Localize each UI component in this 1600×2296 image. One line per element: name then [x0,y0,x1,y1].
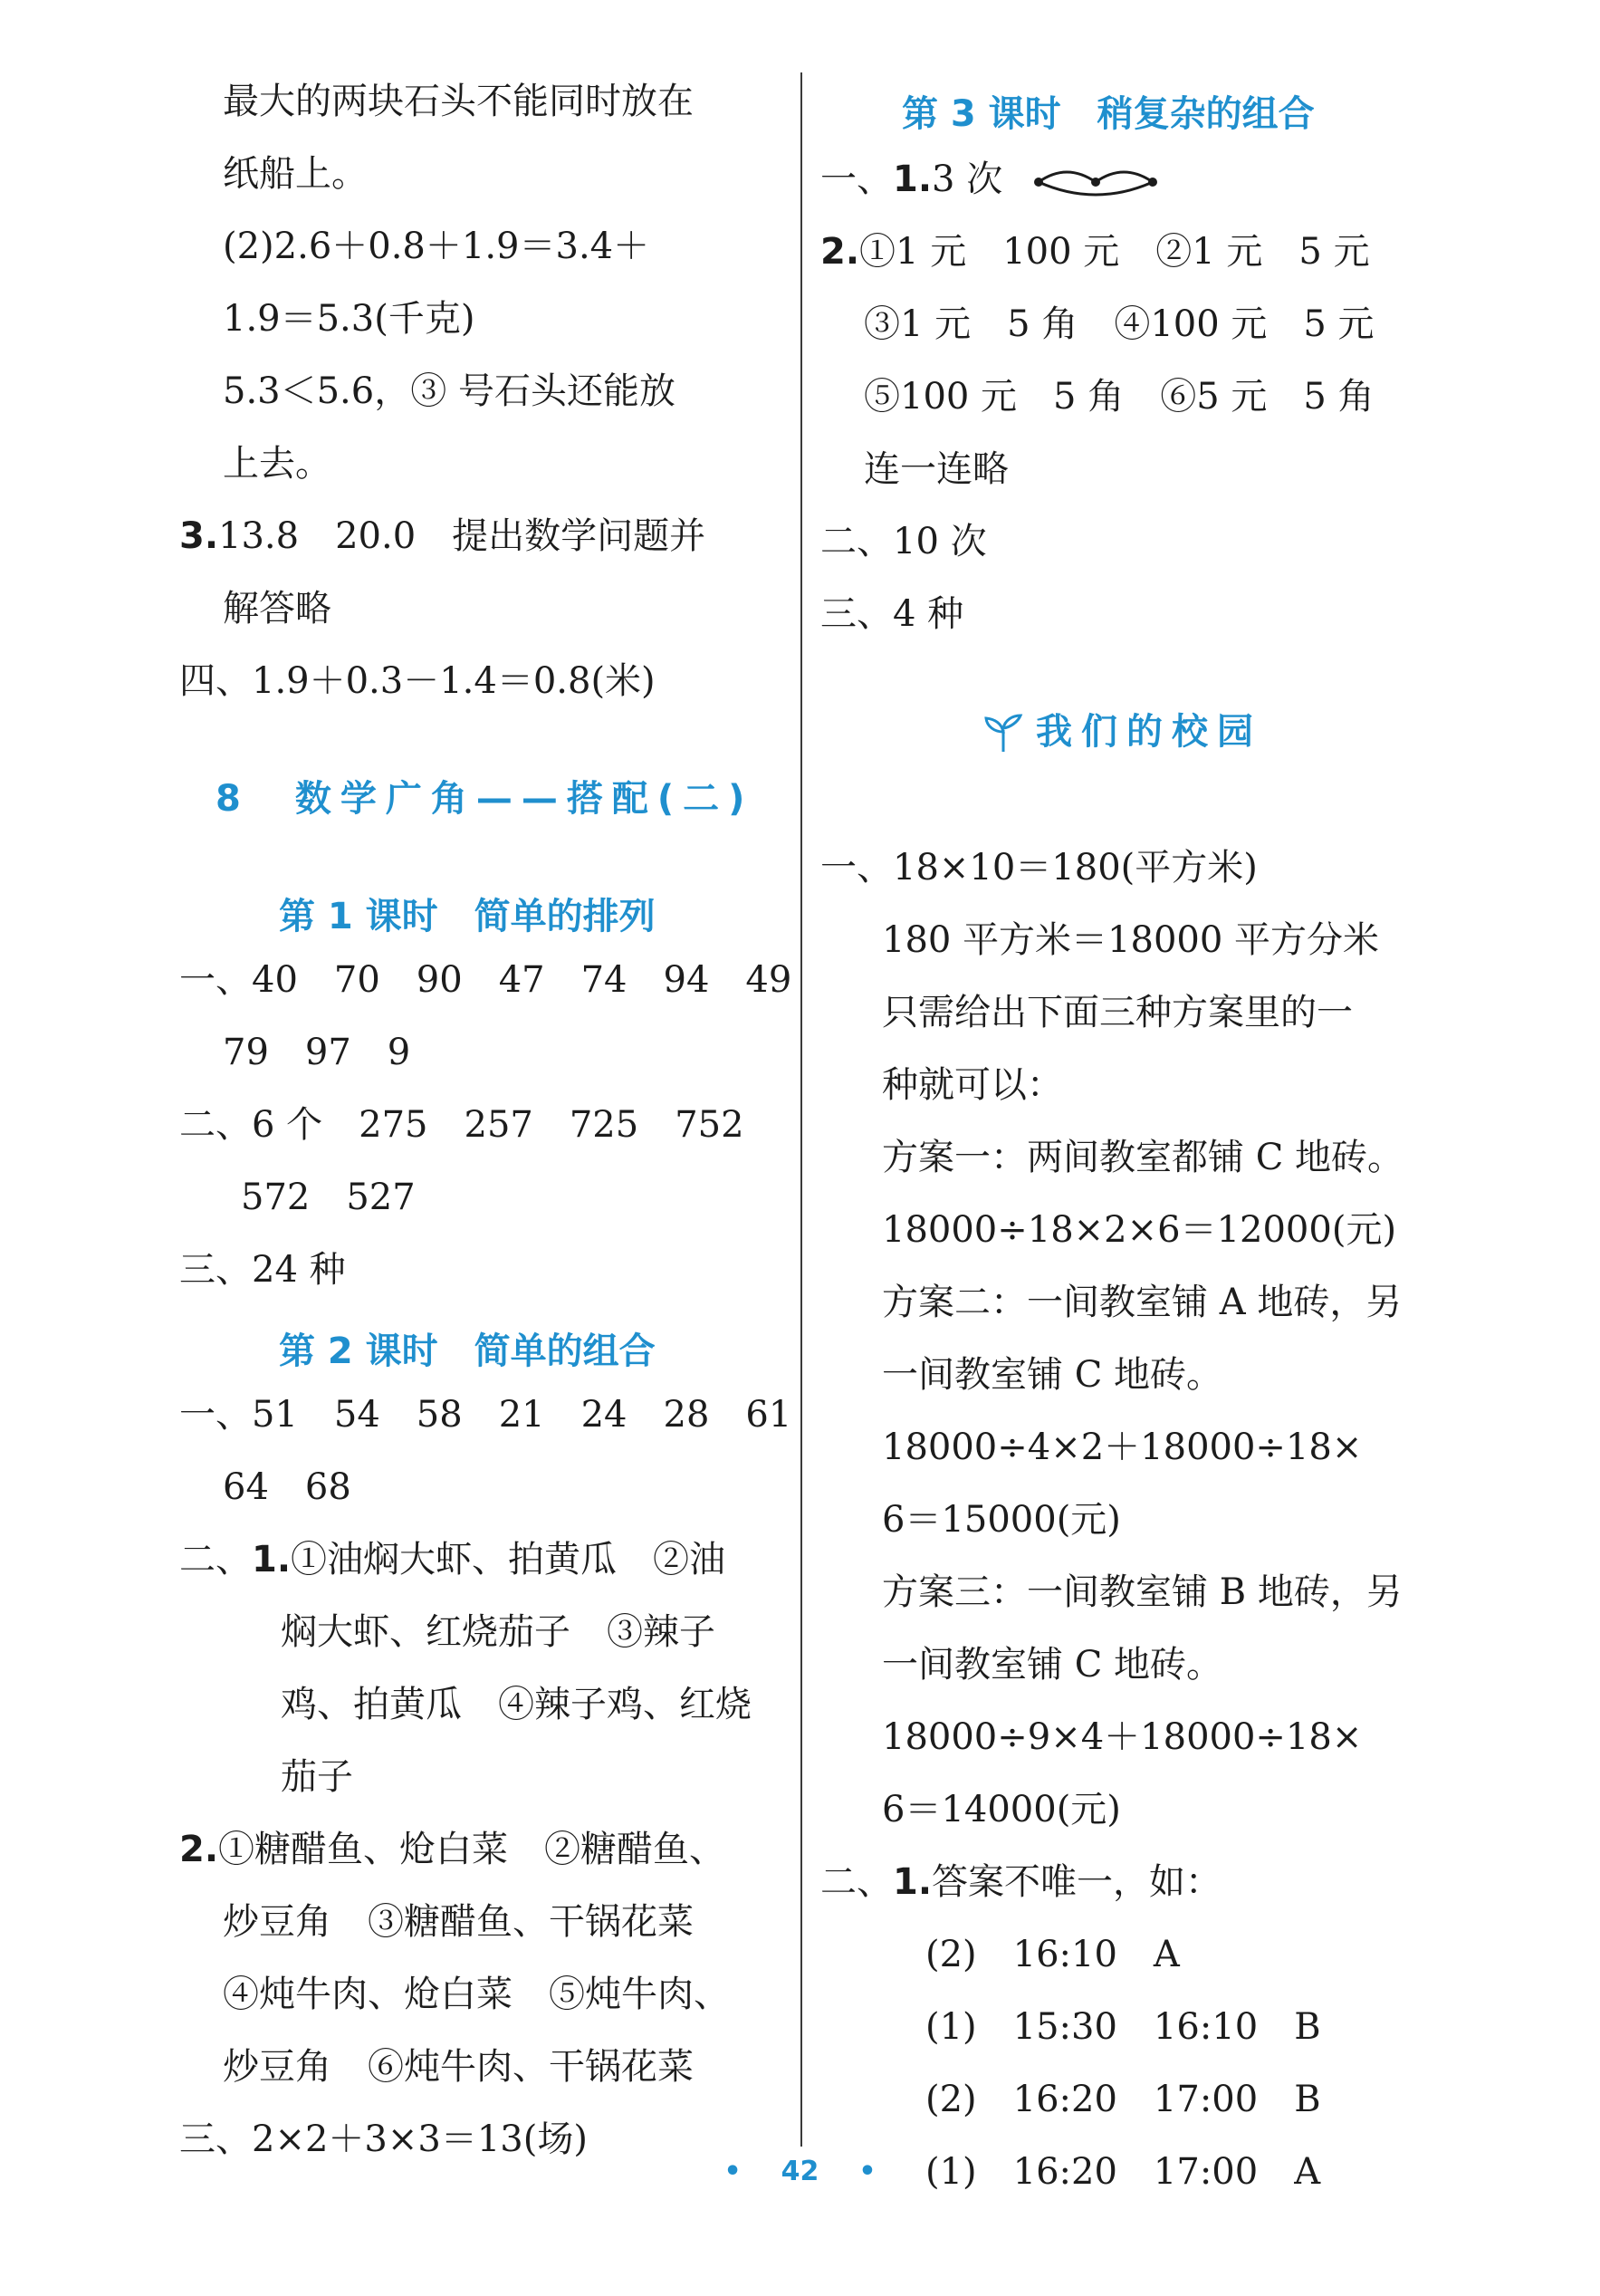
answer-line: 纸船上。 [223,153,368,195]
lesson-title: 第 1 课时 简单的排列 [279,896,656,937]
section-marker: 二、 [179,1539,252,1580]
answer-line: (2)2.6＋0.8＋1.9＝3.4＋ [223,226,650,267]
lesson-title: 第 2 课时 简单的组合 [279,1331,656,1372]
answer-line [179,500,705,572]
answer-line: 鸡、拍黄瓜 ④辣子鸡、红烧 [281,1684,752,1725]
answer-line: 180 平方米＝18000 平方分米 [882,919,1380,961]
question-number: 2. [820,231,860,273]
answer-line: 5.3＜5.6，③ 号石头还能放 [223,370,675,412]
answer-line: 解答略 [223,588,331,629]
question-number: 3. [179,515,219,557]
answer-line: 79 97 9 [223,1032,411,1073]
connection-diagram-icon [1028,164,1164,200]
answer-text: ①1 元 100 元 ②1 元 5 元 [859,231,1370,273]
page-number: 42 [781,2156,819,2187]
answer-text: 答案不唯一，如： [932,1861,1222,1903]
answer-line: 一、40 70 90 47 74 94 49 [179,959,792,1001]
answer-line: 炒豆角 ⑥炖牛肉、干锅花菜 [223,2046,694,2088]
answer-text: ①油焖大虾、拍黄瓜 ②油 [291,1539,726,1580]
section-marker: 一、 [820,159,893,200]
answer-line: (2) 16:20 17:00 B [925,2079,1321,2120]
answer-line: 三、24 种 [179,1249,346,1291]
answer-line: 18000÷4×2＋18000÷18× [882,1427,1363,1468]
answer-line: 方案二：一间教室铺 A 地砖，另 [882,1282,1403,1323]
answer-line: 种就可以： [882,1064,1063,1106]
dot-icon: • [723,2156,742,2187]
lesson-title: 第 3 课时 稍复杂的组合 [902,93,1315,135]
answer-line: 6＝15000(元) [882,1499,1121,1541]
answer-line: 一、18×10＝180(平方米) [820,847,1258,889]
answer-line: 1.9＝5.3(千克) [223,298,475,340]
answer-line: 18000÷18×2×6＝12000(元) [882,1209,1397,1251]
answer-line: 一间教室铺 C 地砖。 [882,1354,1223,1396]
answer-line: (1) 15:30 16:10 B [925,2006,1321,2048]
answer-line: 三、2×2＋3×3＝13(场) [179,2118,588,2160]
campus-title [983,696,1262,768]
answer-line: 炒豆角 ③糖醋鱼、干锅花菜 [223,1901,694,1943]
answer-line: 方案一：两间教室都铺 C 地砖。 [882,1137,1404,1178]
answer-line: 方案三：一间教室铺 B 地砖，另 [882,1571,1403,1613]
answer-line: 连一连略 [864,448,1009,490]
answer-line: 焖大虾、红烧茄子 ③辣子 [281,1611,715,1653]
answer-line: 上去。 [223,443,331,485]
page-footer [0,2156,1600,2187]
column-divider [800,72,802,2147]
answer-text: ①糖醋鱼、炝白菜 ②糖醋鱼、 [218,1829,726,1870]
answer-line: 三、4 种 [820,593,964,635]
answer-line: 茄子 [281,1756,353,1798]
answer-line: 6＝14000(元) [882,1789,1121,1830]
campus-title-text: 我们的校园 [1036,711,1262,753]
question-number: 1. [252,1539,292,1580]
answer-line: 18000÷9×4＋18000÷18× [882,1716,1363,1758]
answer-line: (2) 16:10 A [925,1934,1180,1975]
answer-line [179,1813,725,1886]
question-number: 2. [179,1829,219,1870]
unit-title: 8 数学广角——搭配(二) [216,778,754,820]
answer-text: 13.8 20.0 提出数学问题并 [218,515,706,557]
question-number: 1. [893,159,933,200]
answer-line [820,216,1370,288]
sprout-icon [983,714,1023,754]
answer-text: 3 次 [932,159,1003,200]
answer-line: 572 527 [241,1177,416,1218]
answer-line [179,1523,725,1596]
answer-line: 二、10 次 [820,521,987,562]
answer-line: 二、6 个 275 257 725 752 [179,1104,744,1146]
answer-line: 一、51 54 58 21 24 28 61 [179,1394,792,1436]
answer-line: ④炖牛肉、炝白菜 ⑤炖牛肉、 [223,1974,730,2015]
answer-line [820,143,1164,216]
answer-line: 四、1.9＋0.3－1.4＝0.8(米) [179,660,656,702]
answer-line: 一间教室铺 C 地砖。 [882,1644,1223,1686]
answer-line: (1) 16:20 17:00 A [925,2151,1321,2193]
dot-icon: • [858,2156,877,2187]
section-marker: 二、 [820,1861,893,1903]
answer-line: ⑤100 元 5 角 ⑥5 元 5 角 [864,376,1375,418]
answer-line [820,1846,1222,1918]
answer-line: 最大的两块石头不能同时放在 [223,81,694,122]
answer-line: 只需给出下面三种方案里的一 [882,992,1353,1033]
answer-line: ③1 元 5 角 ④100 元 5 元 [864,303,1375,345]
question-number: 1. [893,1861,933,1903]
answer-line: 64 68 [223,1466,351,1508]
